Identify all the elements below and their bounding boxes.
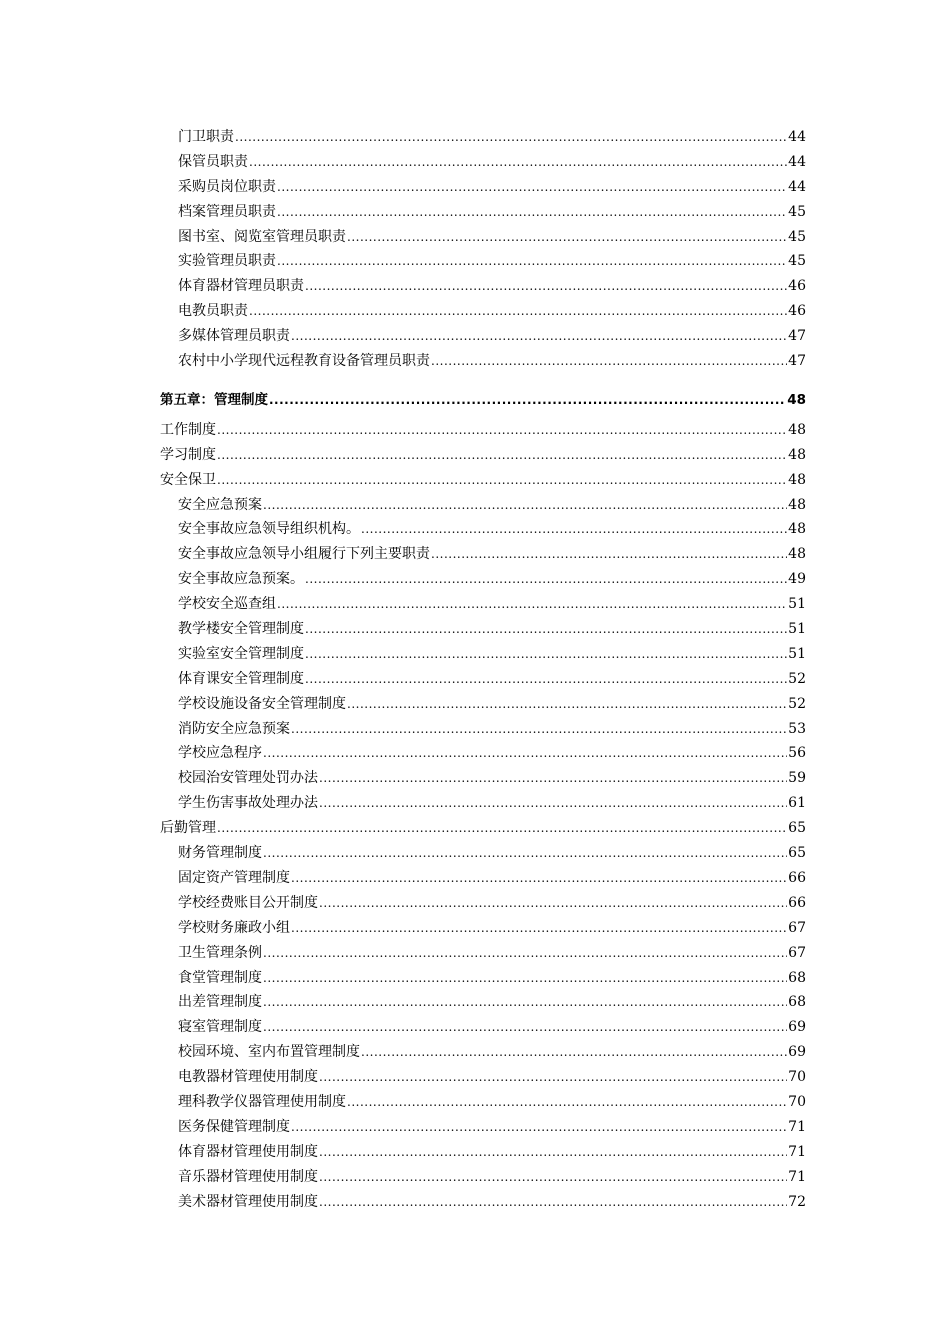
toc-entry[interactable]: [160, 741, 806, 766]
toc-page-number: 48: [788, 421, 806, 438]
toc-dot-leader: [263, 493, 787, 518]
toc-page-number: 48: [788, 471, 806, 488]
toc-page-number: 70: [788, 1093, 806, 1110]
toc-dot-leader: [277, 175, 787, 200]
toc-entry-title: 工作制度: [160, 421, 216, 438]
toc-dot-leader: [277, 249, 787, 274]
toc-dot-leader: [291, 324, 787, 349]
toc-page-number: 51: [788, 596, 806, 613]
toc-entry[interactable]: [160, 493, 806, 518]
toc-entry[interactable]: [160, 443, 806, 468]
toc-page-number: 44: [788, 129, 806, 145]
toc-entry[interactable]: [160, 941, 806, 966]
toc-entry[interactable]: [160, 692, 806, 717]
toc-entry[interactable]: [160, 175, 806, 200]
toc-entry[interactable]: [160, 1040, 806, 1065]
toc-dot-leader: [217, 443, 787, 468]
toc-entry[interactable]: [160, 866, 806, 891]
toc-page-number: 52: [788, 695, 806, 712]
toc-page-number: 53: [788, 720, 806, 737]
toc-entry[interactable]: [160, 1165, 806, 1190]
toc-entry-title: 门卫职责: [178, 129, 234, 145]
toc-page-number: 65: [788, 845, 806, 862]
toc-entry-title: 安全应急预案: [178, 496, 262, 513]
toc-entry[interactable]: [160, 1090, 806, 1115]
toc-dot-leader: [319, 1065, 787, 1090]
toc-dot-leader: [291, 916, 787, 941]
toc-entry[interactable]: [160, 816, 806, 841]
toc-dot-leader: [305, 617, 787, 642]
toc-entry[interactable]: [160, 1065, 806, 1090]
toc-entry-title: 财务管理制度: [178, 845, 262, 862]
toc-entry-title: 出差管理制度: [178, 994, 262, 1011]
toc-dot-leader: [263, 1015, 787, 1040]
toc-entry[interactable]: [160, 990, 806, 1015]
toc-dot-leader: [347, 225, 787, 250]
toc-dot-leader: [361, 517, 787, 542]
toc-page-number: 48: [788, 521, 806, 538]
toc-entry-title: 安全保卫: [160, 471, 216, 488]
toc-entry-title: 体育器材管理员职责: [178, 278, 304, 295]
toc-entry[interactable]: [160, 1190, 806, 1215]
toc-entry[interactable]: [160, 642, 806, 667]
toc-dot-leader: [305, 667, 787, 692]
toc-entry[interactable]: [160, 766, 806, 791]
toc-page-number: 51: [788, 621, 806, 638]
toc-entry-title: 学生伤害事故处理办法: [178, 795, 318, 812]
toc-entry[interactable]: [160, 225, 806, 250]
toc-entry-title: 消防安全应急预案: [178, 720, 290, 737]
toc-dot-leader: [217, 468, 787, 493]
toc-dot-leader: [249, 150, 787, 175]
toc-dot-leader: [263, 941, 787, 966]
toc-page-number: 70: [788, 1069, 806, 1086]
toc-page-number: 68: [788, 969, 806, 986]
toc-entry-title: 学习制度: [160, 446, 216, 463]
toc-entry-title: 多媒体管理员职责: [178, 328, 290, 345]
toc-page-number: 48: [788, 446, 806, 463]
toc-entry[interactable]: [160, 667, 806, 692]
toc-entry[interactable]: [160, 200, 806, 225]
toc-dot-leader: [305, 642, 787, 667]
toc-entry-title: 第五章：管理制度: [160, 391, 268, 408]
toc-entry-title: 农村中小学现代远程教育设备管理员职责: [178, 353, 430, 370]
toc-entry[interactable]: [160, 517, 806, 542]
toc-entry[interactable]: [160, 717, 806, 742]
toc-entry-title: 图书室、阅览室管理员职责: [178, 228, 346, 245]
toc-dot-leader: [431, 349, 787, 374]
toc-entry-title: 学校设施设备安全管理制度: [178, 695, 346, 712]
toc-page-number: 59: [788, 770, 806, 787]
toc-entry-title: 寝室管理制度: [178, 1019, 262, 1036]
table-of-contents: [160, 125, 806, 1214]
toc-entry[interactable]: [160, 567, 806, 592]
toc-page-number: 65: [788, 820, 806, 837]
toc-entry[interactable]: [160, 916, 806, 941]
toc-entry-title: 安全事故应急领导小组履行下列主要职责: [178, 546, 430, 563]
toc-dot-leader: [305, 274, 787, 299]
toc-dot-leader: [319, 766, 787, 791]
toc-dot-leader: [319, 791, 787, 816]
toc-entry[interactable]: [160, 299, 806, 324]
toc-entry[interactable]: [160, 125, 806, 150]
toc-entry-title: 固定资产管理制度: [178, 869, 290, 886]
toc-page-number: 49: [788, 571, 806, 588]
toc-dot-leader: [319, 891, 787, 916]
toc-page-number: 52: [788, 670, 806, 687]
toc-dot-leader: [277, 200, 787, 225]
toc-page-number: 46: [788, 303, 806, 320]
toc-page-number: 51: [788, 645, 806, 662]
toc-entry[interactable]: [160, 592, 806, 617]
toc-page-number: 45: [788, 203, 806, 220]
toc-entry[interactable]: [160, 418, 806, 443]
toc-entry-title: 食堂管理制度: [178, 969, 262, 986]
toc-entry[interactable]: [160, 1140, 806, 1165]
toc-dot-leader: [291, 717, 787, 742]
toc-page-number: 66: [788, 869, 806, 886]
toc-dot-leader: [291, 866, 787, 891]
toc-entry-title: 美术器材管理使用制度: [178, 1193, 318, 1210]
toc-entry[interactable]: [160, 349, 806, 374]
toc-entry-title: 档案管理员职责: [178, 203, 276, 220]
toc-entry[interactable]: [160, 324, 806, 349]
toc-entry-title: 学校安全巡查组: [178, 596, 276, 613]
toc-entry-title: 安全事故应急预案。: [178, 571, 304, 588]
toc-dot-leader: [291, 1115, 787, 1140]
toc-entry-title: 保管员职责: [178, 153, 248, 170]
toc-page-number: 68: [788, 994, 806, 1011]
toc-dot-leader: [319, 1140, 787, 1165]
toc-entry-title: 理科教学仪器管理使用制度: [178, 1093, 346, 1110]
toc-dot-leader: [269, 383, 786, 418]
toc-chapter-entry[interactable]: [160, 383, 806, 418]
toc-entry-title: 学校应急程序: [178, 745, 262, 762]
toc-entry[interactable]: [160, 1115, 806, 1140]
toc-entry[interactable]: [160, 542, 806, 567]
toc-entry[interactable]: [160, 468, 806, 493]
toc-page-number: 69: [788, 1019, 806, 1036]
toc-page-number: 45: [788, 228, 806, 245]
toc-entry[interactable]: [160, 891, 806, 916]
toc-entry[interactable]: [160, 150, 806, 175]
toc-entry-title: 校园治安管理处罚办法: [178, 770, 318, 787]
toc-entry-title: 教学楼安全管理制度: [178, 621, 304, 638]
toc-entry-title: 校园环境、室内布置管理制度: [178, 1044, 360, 1061]
toc-entry-title: 音乐器材管理使用制度: [178, 1168, 318, 1185]
toc-dot-leader: [361, 1040, 787, 1065]
toc-page-number: 44: [788, 178, 806, 195]
toc-entry-title: 卫生管理条例: [178, 944, 262, 961]
toc-page-number: 67: [788, 919, 806, 936]
toc-page-number: 71: [788, 1143, 806, 1160]
toc-page-number: 66: [788, 894, 806, 911]
toc-entry-title: 采购员岗位职责: [178, 178, 276, 195]
toc-dot-leader: [217, 418, 787, 443]
toc-dot-leader: [347, 692, 787, 717]
toc-entry[interactable]: [160, 791, 806, 816]
toc-entry-title: 电教员职责: [178, 303, 248, 320]
toc-entry-title: 医务保健管理制度: [178, 1118, 290, 1135]
toc-dot-leader: [263, 841, 787, 866]
toc-entry-title: 实验室安全管理制度: [178, 645, 304, 662]
toc-page-number: 47: [788, 353, 806, 370]
toc-dot-leader: [319, 1165, 787, 1190]
toc-entry-title: 学校财务廉政小组: [178, 919, 290, 936]
toc-dot-leader: [431, 542, 787, 567]
toc-page-number: 45: [788, 253, 806, 270]
toc-entry-title: 后勤管理: [160, 820, 216, 837]
toc-page-number: 67: [788, 944, 806, 961]
toc-entry-title: 安全事故应急领导组织机构。: [178, 521, 360, 538]
toc-dot-leader: [263, 966, 787, 991]
toc-page-number: 72: [788, 1193, 806, 1210]
toc-entry-title: 实验管理员职责: [178, 253, 276, 270]
toc-entry-title: 电教器材管理使用制度: [178, 1069, 318, 1086]
toc-dot-leader: [263, 990, 787, 1015]
toc-page-number: 44: [788, 153, 806, 170]
toc-entry-title: 学校经费账目公开制度: [178, 894, 318, 911]
toc-page-number: 71: [788, 1168, 806, 1185]
toc-dot-leader: [347, 1090, 787, 1115]
toc-page-number: 47: [788, 328, 806, 345]
toc-page-number: 48: [788, 546, 806, 563]
toc-entry[interactable]: [160, 617, 806, 642]
toc-page-number: 48: [788, 496, 806, 513]
toc-entry[interactable]: [160, 841, 806, 866]
toc-dot-leader: [277, 592, 787, 617]
toc-page-number: 46: [788, 278, 806, 295]
toc-dot-leader: [319, 1190, 787, 1215]
toc-entry[interactable]: [160, 966, 806, 991]
toc-page-number: 69: [788, 1044, 806, 1061]
toc-entry[interactable]: [160, 1015, 806, 1040]
toc-entry-title: 体育器材管理使用制度: [178, 1143, 318, 1160]
toc-entry-title: 体育课安全管理制度: [178, 670, 304, 687]
toc-dot-leader: [217, 816, 787, 841]
toc-dot-leader: [249, 299, 787, 324]
toc-page-number: 61: [788, 795, 806, 812]
toc-page-number: 48: [787, 391, 806, 408]
toc-dot-leader: [305, 567, 787, 592]
toc-entry[interactable]: [160, 249, 806, 274]
toc-dot-leader: [235, 125, 787, 150]
toc-page-number: 71: [788, 1118, 806, 1135]
toc-dot-leader: [263, 741, 787, 766]
toc-page-number: 56: [788, 745, 806, 762]
toc-entry[interactable]: [160, 274, 806, 299]
